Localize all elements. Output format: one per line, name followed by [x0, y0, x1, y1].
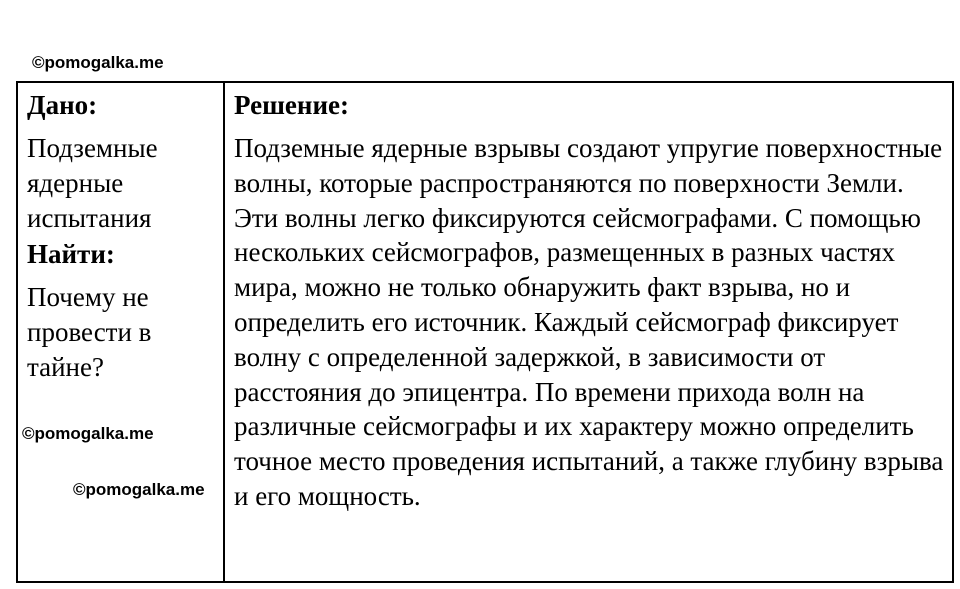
watermark-top: ©pomogalka.me: [32, 53, 164, 72]
solution-text: Подземные ядерные взрывы создают упругие поверхностные волны, которые распространяются по поверхности Земли. Эти волны легко фиксируются сейсмографами. С помощью нескольких сейсмографов, размещенных в разных частях мира, можно не только обнаружить факт взрыва, но и определить его источник. Каждый сейсмограф фиксирует волну с определенной задержкой, в зависимости от расстояния до эпицентра. По времени прихода волн на различные сейсмографы и их характеру можно определить точное место проведения испытаний, а также глубину взрыва и его мощность.: [234, 133, 944, 511]
given-heading: Дано:: [27, 90, 98, 120]
given-column: [27, 89, 217, 388]
column-divider: [223, 83, 225, 581]
solution-column: [234, 89, 950, 517]
watermark-bottom: ©pomogalka.me: [73, 480, 205, 499]
find-heading: Найти:: [27, 239, 115, 270]
solution-heading: Решение:: [234, 90, 349, 120]
watermark-middle: ©pomogalka.me: [22, 424, 154, 443]
given-text: Подземные ядерные испытания: [27, 133, 158, 233]
solution-table: [16, 81, 954, 583]
find-text: Почему не провести в тайне?: [27, 282, 152, 382]
